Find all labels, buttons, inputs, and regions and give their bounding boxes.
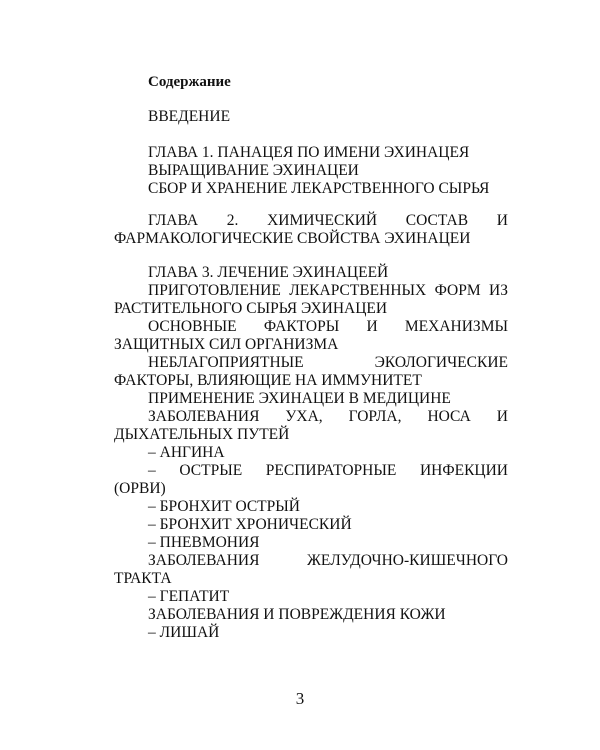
toc-entry-continuation: ТРАКТА	[114, 570, 172, 587]
toc-chapter-1	[114, 144, 508, 198]
toc-chapter-2-title-line-1: ГЛАВА 2. ХИМИЧЕСКИЙ СОСТАВ И	[148, 212, 508, 229]
toc-entry: ВЫРАЩИВАНИЕ ЭХИНАЦЕИ	[148, 162, 359, 179]
toc-subentry: – БРОНХИТ ОСТРЫЙ	[148, 498, 300, 515]
toc-chapter-2-title-line-2: ФАРМАКОЛОГИЧЕСКИЕ СВОЙСТВА ЭХИНАЦЕИ	[114, 230, 471, 247]
toc-subentry: – ОСТРЫЕ РЕСПИРАТОРНЫЕ ИНФЕКЦИИ	[148, 462, 508, 479]
toc-entry-continuation: ФАКТОРЫ, ВЛИЯЮЩИЕ НА ИММУНИТЕТ	[114, 372, 422, 389]
toc-subentry: – ПНЕВМОНИЯ	[148, 534, 260, 551]
toc-entry: СБОР И ХРАНЕНИЕ ЛЕКАРСТВЕННОГО СЫРЬЯ	[148, 180, 490, 197]
toc-entry: ЗАБОЛЕВАНИЯ ЖЕЛУДОЧНО-КИШЕЧНОГО	[148, 552, 508, 569]
toc-chapter-3-title: ГЛАВА 3. ЛЕЧЕНИЕ ЭХИНАЦЕЕЙ	[148, 264, 389, 281]
toc-subentry: – ГЕПАТИТ	[148, 588, 230, 605]
toc-subentry: – БРОНХИТ ХРОНИЧЕСКИЙ	[148, 516, 352, 533]
toc-chapter-3	[114, 264, 508, 642]
toc-entry: ОСНОВНЫЕ ФАКТОРЫ И МЕХАНИЗМЫ	[148, 318, 508, 335]
toc-entry-continuation: ЗАЩИТНЫХ СИЛ ОРГАНИЗМА	[114, 336, 339, 353]
page-number: 3	[295, 689, 305, 708]
toc-chapter-2	[114, 212, 508, 248]
contents-heading: Содержание	[148, 74, 231, 90]
toc-subentry: – ЛИШАЙ	[148, 624, 220, 641]
toc-chapter-1-title: ГЛАВА 1. ПАНАЦЕЯ ПО ИМЕНИ ЭХИНАЦЕЯ	[148, 144, 470, 161]
toc-intro	[114, 108, 508, 126]
toc-entry-continuation: (ОРВИ)	[114, 480, 166, 497]
toc-entry: НЕБЛАГОПРИЯТНЫЕ ЭКОЛОГИЧЕСКИЕ	[148, 354, 508, 371]
toc-entry: ЗАБОЛЕВАНИЯ И ПОВРЕЖДЕНИЯ КОЖИ	[148, 606, 446, 623]
toc-entry: ЗАБОЛЕВАНИЯ УХА, ГОРЛА, НОСА И	[148, 408, 508, 425]
toc-entry: ПРИМЕНЕНИЕ ЭХИНАЦЕИ В МЕДИЦИНЕ	[148, 390, 451, 407]
toc-entry-continuation: ДЫХАТЕЛЬНЫХ ПУТЕЙ	[114, 426, 290, 443]
toc-subentry: – АНГИНА	[148, 444, 225, 461]
toc-entry-continuation: РАСТИТЕЛЬНОГО СЫРЬЯ ЭХИНАЦЕИ	[114, 300, 388, 317]
toc-entry-intro: ВВЕДЕНИЕ	[148, 108, 231, 125]
toc-entry: ПРИГОТОВЛЕНИЕ ЛЕКАРСТВЕННЫХ ФОРМ ИЗ	[148, 282, 508, 299]
